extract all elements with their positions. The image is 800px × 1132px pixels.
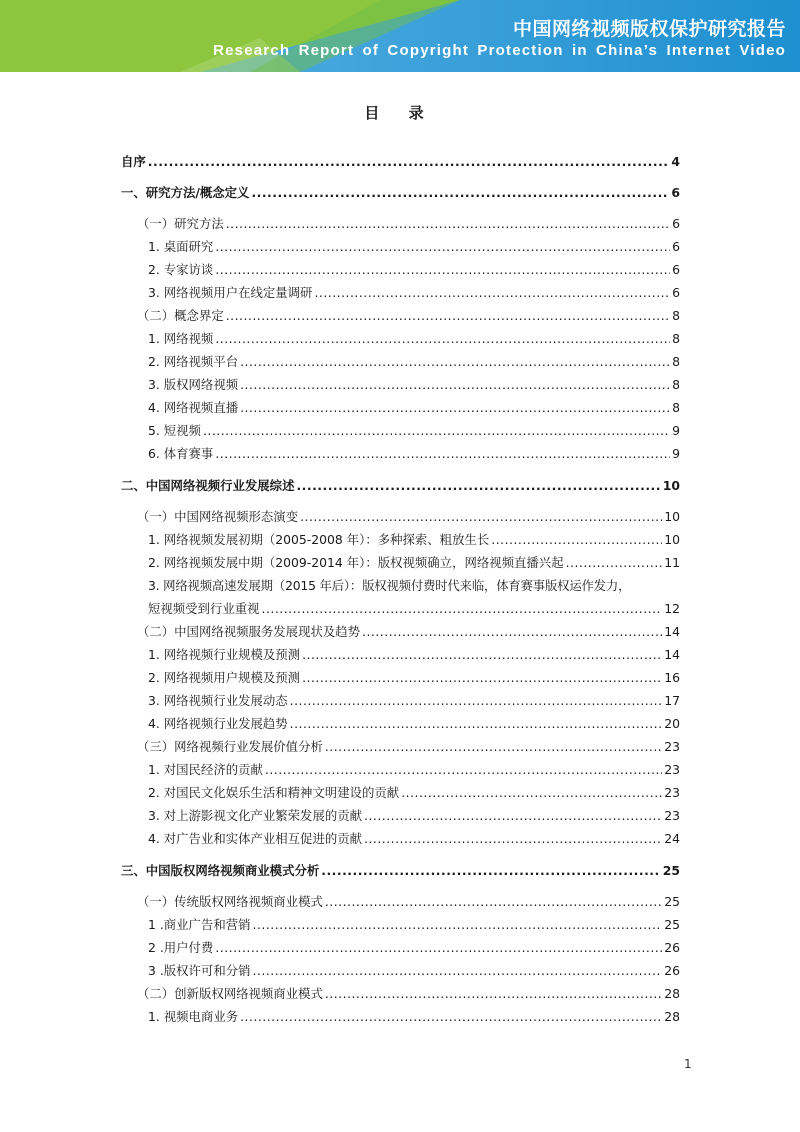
toc-entry[interactable]: 2. 网络视频平台 ..... 8	[121, 352, 680, 372]
toc-entry[interactable]: （二）中国网络视频服务发展现状及趋势 ..... 14	[121, 622, 680, 642]
toc-entry[interactable]: 1. 桌面研究 ..... 6	[121, 237, 680, 257]
toc-entry[interactable]: （二）概念界定 ..... 8	[121, 306, 680, 326]
toc-entry[interactable]: 2. 网络视频用户规模及预测 ..... 16	[121, 668, 680, 688]
toc-entry[interactable]: 4. 网络视频直播 ..... 8	[121, 398, 680, 418]
toc-entry[interactable]: 6. 体育赛事 ..... 9	[121, 444, 680, 464]
toc-entry-line[interactable]: 3. 网络视频高速发展期（2015 年后）：版权视频付费时代来临，体育赛事版权运作发力，	[148, 578, 631, 593]
header-banner	[0, 0, 800, 72]
toc-entry[interactable]: 2. 网络视频发展中期（2009-2014 年）：版权视频确立，网络视频直播兴起 ..... 11	[121, 553, 680, 573]
page-number: 1	[684, 1057, 692, 1071]
toc-entry[interactable]: 2. 专家访谈 ..... 6	[121, 260, 680, 280]
report-title-cn: 中国网络视频版权保护研究报告	[512, 18, 786, 40]
toc-entry[interactable]: （一）传统版权网络视频商业模式 ..... 25	[121, 892, 680, 912]
toc-entry[interactable]: 4. 网络视频行业发展趋势 ..... 20	[121, 714, 680, 734]
toc-entry[interactable]: 5. 短视频 ..... 9	[121, 421, 680, 441]
toc-entry[interactable]: 2. 对国民文化娱乐生活和精神文明建设的贡献 ..... 23	[121, 783, 680, 803]
toc-entry[interactable]: 3 .版权许可和分销 ..... 26	[121, 961, 680, 981]
toc-entry[interactable]: （一）研究方法 ..... 6	[121, 214, 680, 234]
toc-entry[interactable]: 1. 网络视频行业规模及预测 ..... 14	[121, 645, 680, 665]
toc-entry[interactable]: 1 .商业广告和营销 ..... 25	[121, 915, 680, 935]
report-title-en: Research Report of Copyright Protection in China’s Internet Video	[213, 42, 786, 59]
toc-entry[interactable]: 三、中国版权网络视频商业模式分析 ..... 25	[121, 861, 680, 881]
toc-entry[interactable]: 1. 对国民经济的贡献 ..... 23	[121, 760, 680, 780]
toc-entry[interactable]: 3. 版权网络视频 ..... 8	[121, 375, 680, 395]
toc-entry[interactable]: 1. 网络视频 ..... 8	[121, 329, 680, 349]
toc-entry[interactable]: 3. 对上游影视文化产业繁荣发展的贡献 ..... 23	[121, 806, 680, 826]
toc-entry[interactable]: 短视频受到行业重视 ..... 12	[121, 599, 680, 619]
toc-entry[interactable]: 1. 视频电商业务 ..... 28	[121, 1007, 680, 1027]
toc-entry[interactable]: 一、研究方法/概念定义 ..... 6	[121, 183, 680, 203]
toc-entry[interactable]: 1. 网络视频发展初期（2005-2008 年）：多种探索、粗放生长 ..... 10	[121, 530, 680, 550]
toc-entry[interactable]: 3. 网络视频行业发展动态 ..... 17	[121, 691, 680, 711]
toc-entry[interactable]: 4. 对广告业和实体产业相互促进的贡献 ..... 24	[121, 829, 680, 849]
toc-entry[interactable]: （三）网络视频行业发展价值分析 ..... 23	[121, 737, 680, 757]
toc-entry[interactable]: 2 .用户付费 ..... 26	[121, 938, 680, 958]
toc-entry[interactable]: 3. 网络视频用户在线定量调研 ..... 6	[121, 283, 680, 303]
toc-heading: 目 录	[364, 104, 436, 122]
toc-entry[interactable]: （一）中国网络视频形态演变 ..... 10	[121, 507, 680, 527]
toc-entry[interactable]: 自序 ..... 4	[121, 152, 680, 172]
toc-entry[interactable]: （二）创新版权网络视频商业模式 ..... 28	[121, 984, 680, 1004]
toc-entry[interactable]: 二、中国网络视频行业发展综述 ..... 10	[121, 476, 680, 496]
